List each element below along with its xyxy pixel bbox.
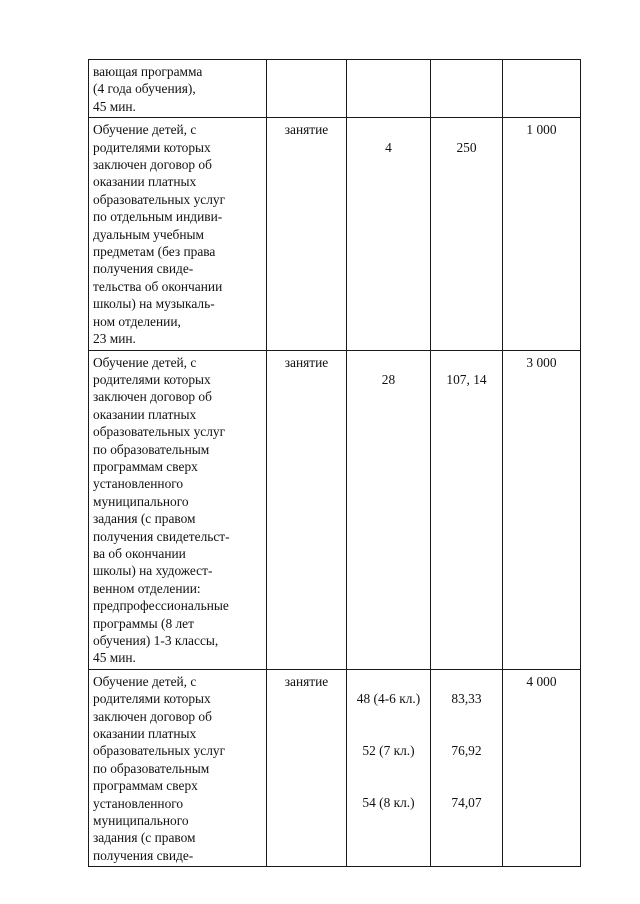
table-row [89,118,581,350]
price-value: 250 [456,139,477,155]
service-description-cell: вающая программа (4 года обучения), 45 мин. [89,60,267,118]
unit-cell: занятие [267,118,347,350]
unit-cell: занятие [267,669,347,866]
lesson-count-value: 54 (8 кл.) [362,794,415,810]
price-per-lesson-cell [431,60,503,118]
price-per-lesson-cell [431,350,503,669]
lesson-count-value: 52 (7 кл.) [362,743,415,759]
service-description-cell: Обучение детей, с родителями которых заключен договор об оказании платных образовательных услуг по образовательным программам сверх установленного муниципального задания (с правом получения свиде- [89,669,267,866]
service-description-cell: Обучение детей, с родителями которых заключен договор об оказании платных образовательных услуг по образовательным программам сверх установленного муниципального задания (с правом получения свидетельст- ва об окончании школы) на художест- венном отделении: предпрофессиональные программы (8 лет обучения) 1-3 классы, 45 мин. [89,350,267,669]
monthly-cost-cell [503,60,581,118]
price-value: 74,07 [451,794,482,810]
lesson-count-cell [347,60,431,118]
table-row [89,350,581,669]
monthly-cost-cell: 3 000 [503,350,581,669]
lesson-count-value: 48 (4-6 кл.) [356,691,421,707]
table-row [89,60,581,118]
unit-cell [267,60,347,118]
monthly-cost-cell: 1 000 [503,118,581,350]
lesson-count-cell [347,350,431,669]
lesson-count-value: 28 [381,371,396,387]
price-value: 107, 14 [446,371,487,387]
table-row [89,669,581,866]
price-value: 83,33 [451,691,482,707]
lesson-count-cell [347,669,431,866]
price-value: 76,92 [451,743,482,759]
service-description-cell: Обучение детей, с родителями которых заключен договор об оказании платных образовательных услуг по отдельным индиви- дуальным учебным предметам (без права получения свиде- тельства об окончании школы) на музыкаль- ном отделении, 23 мин. [89,118,267,350]
lesson-count-cell [347,118,431,350]
unit-cell: занятие [267,350,347,669]
price-per-lesson-cell [431,118,503,350]
services-price-table [88,59,581,867]
lesson-count-value: 4 [385,139,392,155]
price-per-lesson-cell [431,669,503,866]
monthly-cost-cell: 4 000 [503,669,581,866]
